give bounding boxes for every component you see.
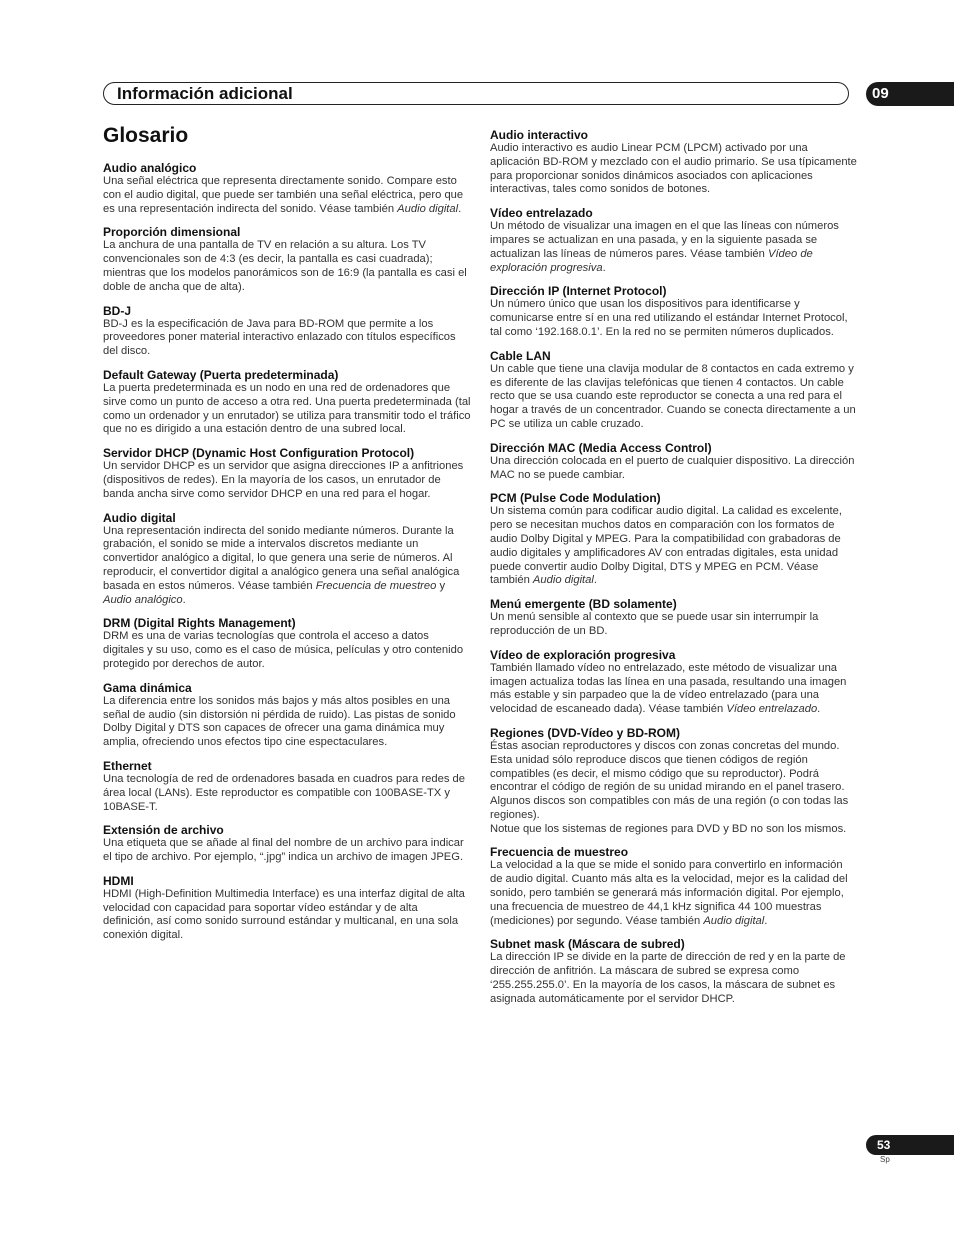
glossary-definition	[490, 142, 858, 197]
glossary-term: Audio analógico	[103, 161, 197, 175]
glossary-definition	[103, 239, 471, 294]
glossary-entry	[490, 441, 858, 483]
glossary-definition	[490, 220, 858, 275]
glossary-definition	[103, 382, 471, 437]
glossary-term: Dirección MAC (Media Access Control)	[490, 440, 712, 455]
glossary-term: Frecuencia de muestreo	[490, 845, 629, 860]
glossary-entry	[490, 128, 858, 197]
glossary-definition	[490, 611, 858, 639]
definition-text: Un servidor DHCP es un servidor que asigna direcciones IP a anfitriones (dispositivos de redes). En la mayoría de los casos, un enrutador de banda ancha sirve como servidor DHCP en una red para el hogar.	[103, 460, 464, 500]
cross-reference: Vídeo entrelazado	[726, 703, 818, 716]
cross-reference: Audio digital	[532, 574, 594, 587]
glossary-definition	[103, 773, 471, 814]
definition-text: La velocidad a la que se mide el sonido para convertirlo en información de audio digital. Cuanto más alta es la velocidad, mejor es la calidad del sonido, pero también se generará más información digital. Por ejemplo, una frecuencia de muestreo de 44,1 kHz significa 44 100 muestras (mediciones) por segundo. Véase también	[490, 859, 848, 927]
glossary-definition	[103, 460, 471, 501]
glossary-term: Ethernet	[103, 758, 152, 773]
glossary-definition	[103, 630, 471, 671]
definition-text: Un menú sensible al contexto que se puede usar sin interrumpir la reproducción de un BD.	[490, 611, 819, 637]
definition-text: Un sistema común para codificar audio digital. La calidad es excelente, pero se necesitan muchos datos en comparación con los formatos de audio Dolby Digital y MPEG. Para la compatibilidad con grabadoras de audio digitales y amplificadores AV con entradas digitales, esta unidad puede convertir audio Dolby Digital, DTS y MPEG en PCM. Véase también	[490, 505, 842, 587]
glossary-term: Proporción dimensional	[103, 225, 241, 240]
glossary-term: DRM (Digital Rights Management)	[103, 616, 296, 631]
definition-text: Una representación indirecta del sonido mediante números. Durante la grabación, el sonido se mide a intervalos discretos mediante un convertidor analógico a digital, lo que genera una serie de números. Al reproducir, el convertidor digital a analógico genera una señal analógica basada en estos números. Véase también	[103, 524, 460, 592]
cross-reference: Frecuencia de muestreo	[315, 579, 437, 592]
glossary-term: Gama dinámica	[103, 680, 192, 695]
glossary-term: Menú emergente (BD solamente)	[490, 597, 677, 612]
definition-text: HDMI (High-Definition Multimedia Interface) es una interfaz digital de alta velocidad con capacidad para soportar vídeo estándar y de alta definición, así como sonido surround estándar y multicanal, en una sola conexión digital.	[103, 887, 465, 942]
glossary-definition	[103, 318, 471, 359]
definition-text: .	[602, 261, 606, 274]
glossary-entry	[490, 206, 858, 275]
glossary-entry	[490, 648, 858, 717]
glossary-entry	[490, 597, 858, 639]
glossary-definition	[490, 662, 858, 717]
chapter-number-tab: 09	[866, 82, 954, 106]
definition-text: DRM es una de varias tecnologías que controla el acceso a datos digitales y su uso, como es el caso de música, películas y otro contenido protegido por derechos de autor.	[103, 630, 464, 670]
language-code: Sp	[880, 1155, 890, 1164]
glossary-term: Audio digital	[103, 510, 176, 525]
glossary-definition	[490, 298, 858, 339]
definition-text: Un método de visualizar una imagen en el que las líneas con números impares se actualizan en una pasada, y en la siguiente pasada se actualizan las líneas de números pares. Véase también	[490, 220, 839, 260]
glossary-definition	[490, 363, 858, 432]
definition-text: La anchura de una pantalla de TV en relación a su altura. Los TV convencionales son de 4:3 (es decir, la pantalla es casi cuadrada); mientras que los modelos panorámicos son de 16:9 (la pantalla es casi el doble de ancha que de alta).	[103, 239, 467, 293]
definition-text: Una dirección colocada en el puerto de cualquier dispositivo. La dirección MAC no se puede cambiar.	[490, 454, 855, 481]
glossary-definition	[103, 695, 471, 750]
glossary-term: PCM (Pulse Code Modulation)	[490, 491, 661, 506]
glossary-entry	[103, 616, 471, 671]
glossary-term: Cable LAN	[490, 348, 551, 363]
glossary-term: Default Gateway (Puerta predeterminada)	[103, 367, 339, 382]
glossary-term: Audio interactivo	[490, 128, 589, 142]
glossary-entry	[103, 874, 471, 943]
glossary-entry	[490, 284, 858, 339]
glossary-entry	[103, 304, 471, 359]
glossary-entry	[490, 349, 858, 432]
section-header-bar	[103, 82, 849, 105]
glossary-entry	[490, 491, 858, 588]
glossary-definition	[103, 888, 471, 943]
glossary-entry	[490, 845, 858, 928]
glossary-definition	[490, 859, 858, 928]
glossary-entry	[103, 511, 471, 608]
definition-text: .	[817, 703, 821, 716]
definition-text: Una tecnología de red de ordenadores basada en cuadros para redes de área local (LANs). Este reproductor es compatible con 100BASE-TX y 10BASE-T.	[103, 772, 465, 813]
glossary-definition	[103, 525, 471, 608]
glossary-entry	[103, 225, 471, 294]
definition-text: La puerta predeterminada es un nodo en una red de ordenadores que sirve como un punto de acceso a otra red. Una puerta predeterminada (tal como un ordenador y un enrutador) se utiliza para transmitir todo el tráfico que no es dirigido a una estación dentro de una subred local.	[103, 381, 471, 436]
glossary-term: Regiones (DVD-Vídeo y BD-ROM)	[490, 725, 681, 740]
cross-reference: Audio digital	[397, 202, 459, 215]
definition-text: Un número único que usan los dispositivos para identificarse y comunicarse entre sí en una red utilizando el estándar Internet Protocol, tal como ‘192.168.0.1’. En la red no se permiten números duplicados.	[490, 298, 848, 338]
definition-text: .	[764, 914, 768, 927]
definition-text: Audio interactivo es audio Linear PCM (LPCM) activado por una aplicación BD-ROM y mezclado con el audio primario. Se usa típicamente para proporcionar sonidos dinámicos asociados con aplicaciones interactivas, tales como sonidos de botones.	[490, 142, 857, 196]
definition-text: BD-J es la especificación de Java para BD-ROM que permite a los proveedores poner material interactivo enlazado con títulos específicos del disco.	[103, 317, 456, 358]
definition-text: .	[593, 574, 597, 587]
definition-text: Éstas asocian reproductores y discos con zonas concretas del mundo. Esta unidad sólo reproduce discos que tienen códigos de región compatibles (es decir, el mismo código que su reproductor). Podrá encontrar el código de región de su unidad mirando en el panel trasero. Algunos discos son compatibles con más de una región (o con todas las regiones).	[490, 739, 849, 821]
glossary-entry	[103, 823, 471, 865]
glossary-definition	[490, 505, 858, 588]
definition-text: La diferencia entre los sonidos más bajos y más altos posibles en una señal de audio (sin distorsión ni pérdida de ruido). Las pistas de sonido Dolby Digital y DTS son capaces de ofrecer una gama dinámica muy amplia, ofreciendo unos efectos tipo cine espectaculares.	[103, 694, 456, 749]
definition-text: La dirección IP se divide en la parte de dirección de red y en la parte de dirección de anfitrión. La máscara de subred se expresa como ‘255.255.255.0’. En la mayoría de los casos, la máscara de subnet es asignada automáticamente por el servidor DHCP.	[490, 951, 846, 1005]
glossary-entry	[103, 368, 471, 437]
glossary-definition	[103, 175, 471, 216]
glossary-term: HDMI	[103, 873, 134, 888]
glossary-definition	[490, 455, 858, 483]
glossary-entry	[103, 161, 471, 216]
glossary-term: Vídeo de exploración progresiva	[490, 647, 676, 662]
glossary-entry	[490, 937, 858, 1006]
glossary-entry	[490, 726, 858, 837]
glossary-term: Subnet mask (Máscara de subred)	[490, 937, 685, 952]
glossary-term: Vídeo entrelazado	[490, 206, 593, 221]
glossary-term: Servidor DHCP (Dynamic Host Configuration Protocol)	[103, 446, 415, 461]
glossary-definition	[103, 837, 471, 865]
definition-text: .	[458, 202, 462, 215]
glossary-entry	[103, 446, 471, 501]
glossary-column-left	[103, 161, 471, 952]
glossary-entry	[103, 681, 471, 750]
definition-text: y	[436, 579, 446, 592]
cross-reference: Vídeo de exploración progresiva	[490, 247, 813, 274]
glossary-column-right	[490, 128, 858, 1016]
definition-text: Un cable que tiene una clavija modular de 8 contactos en cada extremo y es diferente de las clavijas telefónicas que tienen 4 contactos. Un cable recto que se usa cuando este reproductor se conecta a una red para el hogar a través de un concentrador. Cuando se conecta directamente a un PC se utiliza un cable cruzado.	[490, 362, 856, 430]
glossary-term: BD-J	[103, 303, 132, 318]
glossary-term: Dirección IP (Internet Protocol)	[490, 284, 667, 299]
definition-text: Notue que los sistemas de regiones para DVD y BD no son los mismos.	[490, 822, 847, 835]
section-title: Información adicional	[117, 84, 293, 103]
page-number: 53	[866, 1135, 954, 1155]
cross-reference: Audio digital	[703, 914, 765, 927]
definition-text: Una etiqueta que se añade al final del nombre de un archivo para indicar el tipo de archivo. Por ejemplo, “.jpg” indica un archivo de imagen JPEG.	[103, 837, 464, 864]
definition-text: .	[182, 593, 186, 606]
glossary-term: Extensión de archivo	[103, 823, 224, 838]
cross-reference: Audio analógico	[103, 593, 183, 606]
glossary-entry	[103, 759, 471, 814]
glossary-definition	[490, 951, 858, 1006]
glossary-definition	[490, 740, 858, 837]
definition-text: También llamado vídeo no entrelazado, este método de visualizar una imagen actualiza todas las línea en una pasada, resultando una imagen más estable y sin parpadeo que la de vídeo entrelazado (para una velocidad de escaneado dada). Véase también	[490, 661, 847, 716]
definition-text: Una señal eléctrica que representa directamente sonido. Compare esto con el audio digital, que puede ser también una señal eléctrica, pero que es una representación indirecta del sonido. Véase también	[103, 175, 464, 215]
page-title: Glosario	[103, 124, 189, 147]
